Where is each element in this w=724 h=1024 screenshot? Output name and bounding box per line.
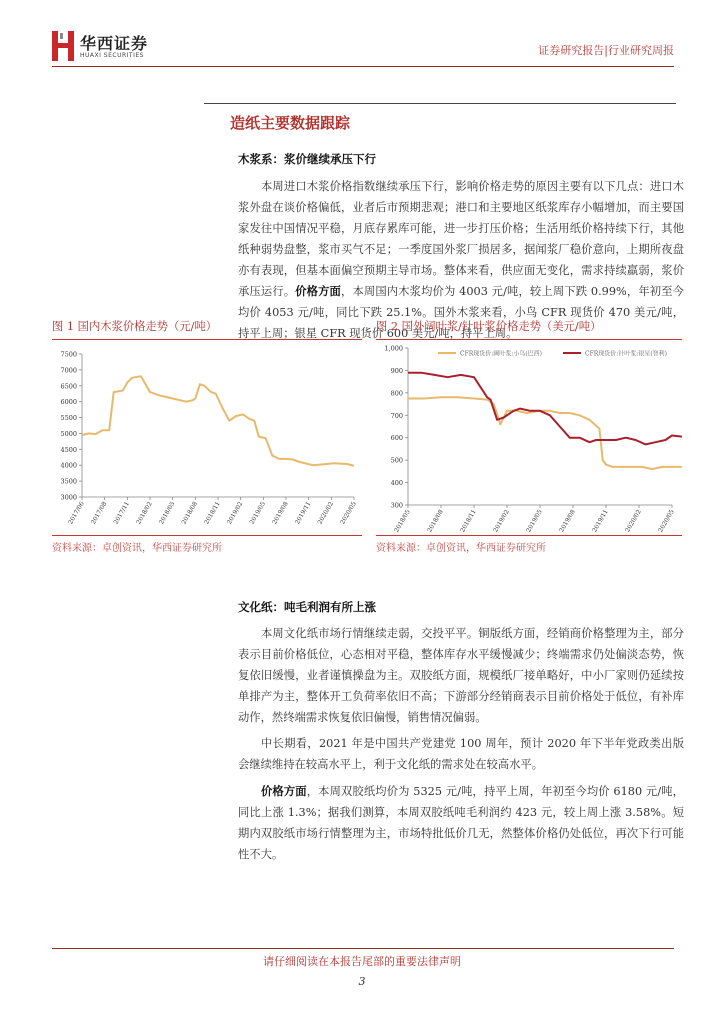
header-divider	[52, 66, 674, 67]
y-tick-label: 7000	[60, 366, 77, 375]
fig2-frame	[376, 339, 682, 536]
x-tick-label: 2019/02	[492, 508, 511, 534]
x-tick-label: 2017/08	[89, 500, 109, 526]
x-tick-label: 2018/11	[203, 500, 222, 526]
y-tick-label: 1,000	[384, 344, 403, 353]
pulp-price-label: 价格方面	[295, 284, 341, 298]
report-type: 证券研究报告|行业研究周报	[538, 44, 674, 57]
culture-text: ，本周双胶纸均价为 5325 元/吨，持平上周，年初至今均价 6180 元/吨，同比上涨 1.3%；据我们测算，本周双胶纸吨毛利润约 423 元，较上周上涨 3.58%。短期内双胶纸市场行情整理为主，市场特批低价几无，然整体价格仍处低位，再次下行可能性不大。	[238, 785, 684, 861]
section-rule	[204, 103, 676, 104]
x-tick-label: 2019/11	[591, 508, 610, 534]
legend-label-1: CFR现货价:阔叶浆:小鸟(巴西)	[460, 350, 542, 358]
x-tick-label: 2017/11	[112, 500, 132, 526]
x-tick-label: 2019/08	[558, 508, 577, 534]
y-tick-label: 4000	[60, 461, 77, 470]
y-tick-label: 5500	[60, 414, 77, 423]
series-line-2	[408, 373, 682, 445]
x-tick-label: 2018/11	[459, 508, 478, 534]
x-tick-label: 2020/05	[339, 500, 358, 526]
x-tick-label: 2019/05	[525, 508, 544, 534]
legal-notice: 请仔细阅读在本报告尾部的重要法律声明	[263, 955, 461, 968]
y-tick-label: 4500	[60, 445, 77, 454]
x-tick-label: 2018/08	[426, 508, 445, 534]
y-tick-label: 400	[390, 479, 403, 488]
pulp-text-a: 本周进口木浆价格指数继续承压下行，影响价格走势的原因主要有以下几点：进口木浆外盘在谈价格偏低，业者后市预期悲观；港口和主要地区纸浆库存小幅增加，而主要国家发往中国情况平稳，月底存累库可能，进一步打压价格；生活用纸价格持续下行，其他纸种弱势盘整，浆市买气不足；一季度国外浆厂损居多，据闻浆厂稳价意向，上期所夜盘亦有表现，但基本面偏空预期主导市场。整体来看，供应面无变化，需求持续羸弱，浆价承压运行。	[238, 180, 684, 298]
x-tick-label: 2019/08	[271, 500, 290, 526]
x-tick-label: 2020/05	[657, 508, 676, 534]
y-tick-label: 6500	[60, 382, 77, 391]
culture-subtitle: 文化纸：吨毛利润有所上涨	[238, 600, 376, 614]
pulp-subtitle: 木浆系：浆价继续承压下行	[238, 152, 376, 166]
fig2-source: 资料来源：卓创资讯，华西证券研究所	[376, 543, 546, 554]
huaxi-logo-icon	[52, 31, 74, 61]
fig2-title: 图 2 国外阔叶浆/针叶浆价格走势（美元/吨）	[376, 320, 602, 333]
series-line-1	[408, 397, 682, 469]
y-tick-label: 800	[390, 389, 403, 398]
x-tick-label: 2020/02	[316, 500, 336, 526]
footer-divider	[52, 948, 674, 949]
y-tick-label: 5000	[60, 429, 77, 438]
fig1-source: 资料来源：卓创资讯，华西证券研究所	[52, 543, 222, 554]
y-tick-label: 500	[390, 456, 403, 465]
x-tick-label: 2018/05	[157, 500, 177, 526]
x-tick-label: 2019/05	[248, 500, 268, 526]
y-tick-label: 3000	[60, 493, 77, 502]
x-tick-label: 2018/02	[135, 500, 154, 526]
y-tick-label: 600	[390, 434, 403, 443]
x-tick-label: 2019/02	[225, 500, 245, 526]
legend-label-2: CFR现货价:针叶浆:银星(智利)	[585, 350, 667, 358]
fig1-frame	[52, 339, 362, 536]
series-line-1	[82, 376, 354, 466]
brand-name-en: HUAXI SECURITIES	[80, 52, 144, 59]
fig2-chart	[376, 340, 682, 535]
x-tick-label: 2019/11	[293, 500, 313, 526]
y-tick-label: 6000	[60, 398, 77, 407]
y-tick-label: 900	[390, 366, 403, 375]
y-tick-label: 700	[390, 411, 403, 420]
pulp-text-b: ，本周国内木浆均价为 4003 元/吨，较上周下跌 0.99%，年初至今均价 4053 元/吨，同比下跌 25.1%。国外木浆来看，小鸟 CFR 现货价 470 美元/吨，持平上周；银星 CFR 现货价 600 美元/吨，持平上周。	[238, 285, 684, 340]
culture-paragraph-2: 中长期看，2021 年是中国共产党建党 100 周年，预计 2020 年下半年党政类出版会继续维持在较高水平上，利于文化纸的需求处在较高水平。	[238, 737, 684, 771]
x-tick-label: 2018/08	[180, 500, 200, 526]
fig1-title: 图 1 国内木浆价格走势（元/吨）	[52, 320, 218, 333]
culture-price-label: 价格方面	[261, 784, 307, 798]
x-tick-label: 2017/06	[67, 500, 86, 526]
x-tick-label: 2020/02	[624, 508, 643, 534]
culture-paragraph-3	[238, 781, 684, 865]
x-tick-label: 2018/05	[393, 508, 412, 534]
y-tick-label: 7500	[60, 350, 77, 359]
page-number: 3	[358, 975, 366, 988]
fig1-chart	[52, 340, 362, 535]
culture-paragraph-1: 本周文化纸市场行情继续走弱，交投平平。铜版纸方面，经销商价格整理为主，部分表示目前价格低位，心态相对平稳，整体库存水平缓慢减少；终端需求仍处偏淡态势，恢复依旧缓慢，业者谨慎操盘为主。双胶纸方面，规模纸厂接单略好，中小厂家则仍延续按单排产为主，整体开工负荷率依旧不高；下游部分经销商表示目前价格处于低位，有补库动作，然终端需求恢复依旧偏慢，销售情况偏弱。	[238, 627, 684, 724]
y-tick-label: 3500	[60, 477, 77, 486]
y-tick-label: 300	[390, 501, 403, 510]
brand-name: 华西证券	[80, 34, 149, 53]
section-title: 造纸主要数据跟踪	[230, 114, 351, 132]
